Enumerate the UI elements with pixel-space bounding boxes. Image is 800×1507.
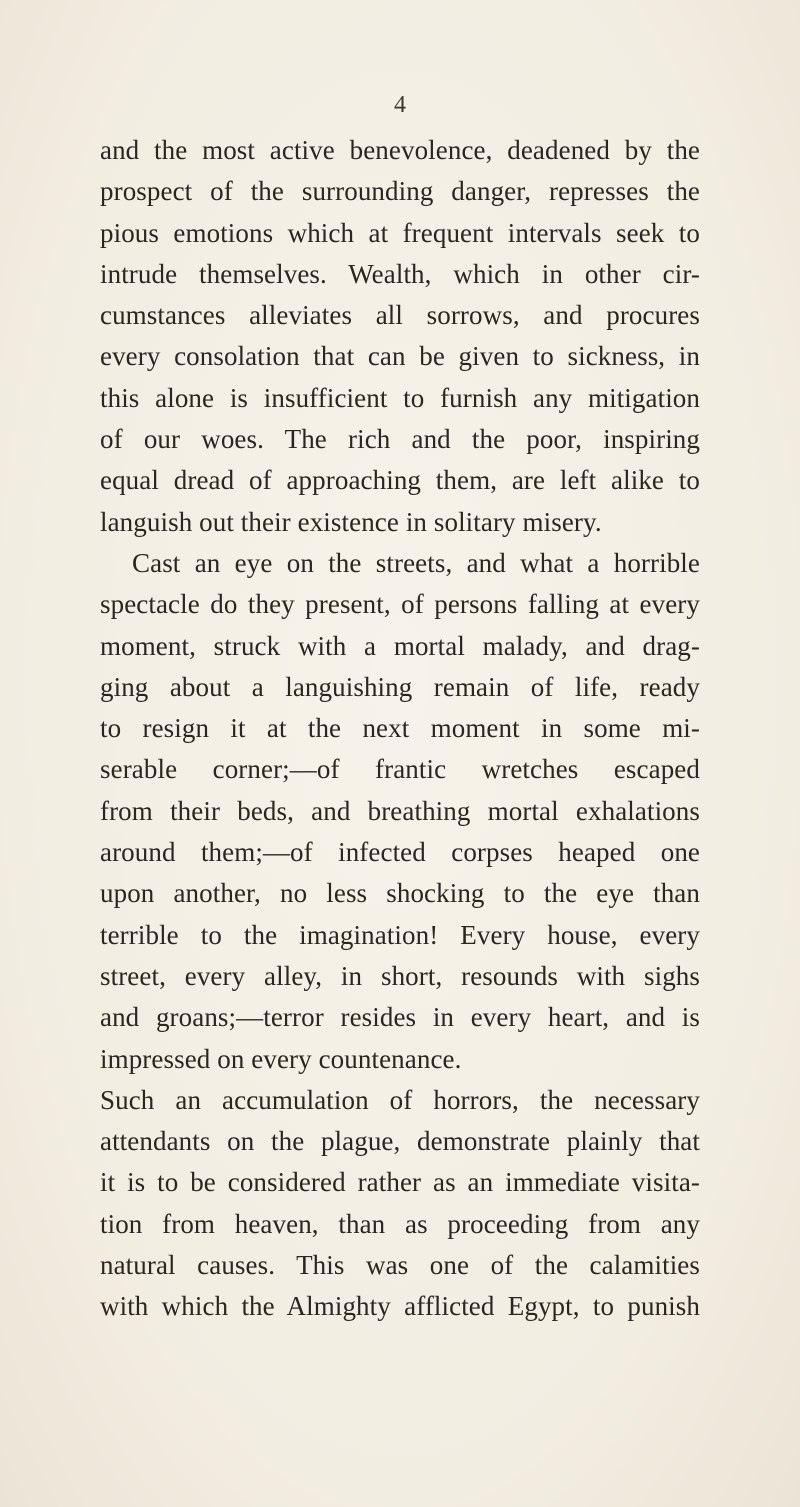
text-line: every consolation that can be given to sickness, in — [100, 341, 700, 372]
text-line: upon another, no less shocking to the eye than — [100, 878, 700, 909]
text-line: tion from heaven, than as proceeding from any — [100, 1208, 700, 1239]
text-line: serable corner;—of frantic wretches escaped — [100, 754, 700, 785]
text-line: spectacle do they present, of persons falling at every — [100, 589, 700, 620]
text-line: Such an accumulation of horrors, the necessary — [100, 1084, 700, 1115]
text-line: from their beds, and breathing mortal exhalations — [100, 795, 700, 826]
text-line: Cast an eye on the streets, and what a horrible — [132, 547, 700, 578]
text-line: languish out their existence in solitary misery. — [100, 506, 602, 537]
text-line: with which the Almighty afflicted Egypt, to punish — [100, 1291, 700, 1322]
text-line: pious emotions which at frequent intervals seek to — [100, 217, 700, 248]
text-line: intrude themselves. Wealth, which in other cir- — [100, 258, 700, 289]
text-line: prospect of the surrounding danger, represses the — [100, 176, 700, 207]
text-line: impressed on every countenance. — [100, 1043, 462, 1074]
text-line: to resign it at the next moment in some mi- — [100, 713, 700, 744]
text-line: terrible to the imagination! Every house, every — [100, 919, 700, 950]
text-line: attendants on the plague, demonstrate plainly that — [100, 1126, 700, 1157]
text-line: of our woes. The rich and the poor, inspiring — [100, 424, 700, 455]
text-line: around them;—of infected corpses heaped one — [100, 837, 700, 868]
text-line: cumstances alleviates all sorrows, and procures — [100, 300, 700, 331]
text-line: moment, struck with a mortal malady, and drag- — [100, 630, 700, 661]
text-line: and groans;—terror resides in every heart, and is — [100, 1002, 700, 1033]
text-line: equal dread of approaching them, are left alike to — [100, 465, 700, 496]
page-number: 4 — [394, 92, 406, 118]
text-line: this alone is insufficient to furnish any mitigation — [100, 382, 700, 413]
text-line: and the most active benevolence, deadened by the — [100, 135, 700, 165]
text-line: street, every alley, in short, resounds with sighs — [100, 960, 700, 991]
text-line: ging about a languishing remain of life, ready — [100, 671, 700, 702]
text-line: it is to be considered rather as an immediate visita- — [100, 1167, 700, 1198]
body-text — [100, 130, 700, 1328]
text-line: natural causes. This was one of the calamities — [100, 1250, 700, 1281]
